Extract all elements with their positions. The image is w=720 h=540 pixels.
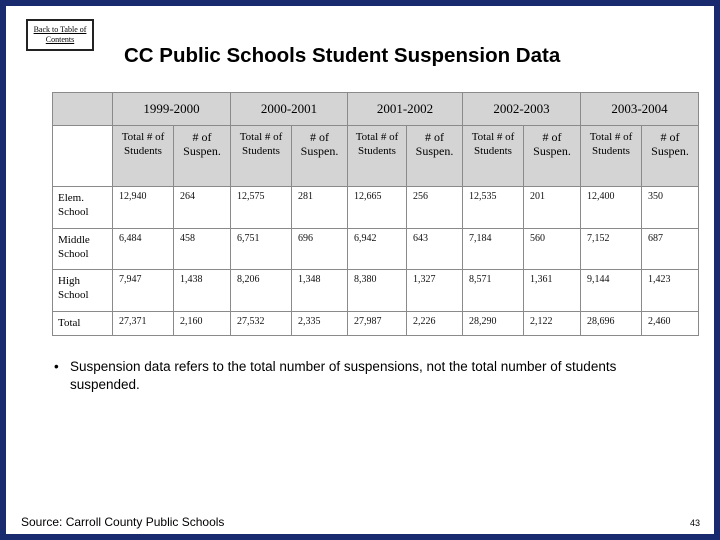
table-cell: 28,290 — [463, 311, 524, 335]
column-header-row — [53, 126, 699, 187]
table-cell: 9,144 — [581, 270, 642, 312]
students-column-header: Total # of Students — [231, 126, 292, 187]
suspension-table — [52, 92, 698, 336]
suspensions-column-header: # of Suspen. — [292, 126, 348, 187]
table-cell: 643 — [407, 228, 463, 270]
year-header-row — [53, 93, 699, 126]
row-label-header — [53, 126, 113, 187]
header-corner — [53, 93, 113, 126]
table-cell: 2,160 — [174, 311, 231, 335]
year-header: 2002-2003 — [463, 93, 581, 126]
table-cell: 281 — [292, 187, 348, 229]
source-text: Source: Carroll County Public Schools — [21, 515, 225, 529]
table-cell: 12,400 — [581, 187, 642, 229]
table-cell: 12,535 — [463, 187, 524, 229]
students-column-header: Total # of Students — [581, 126, 642, 187]
table-cell: 7,152 — [581, 228, 642, 270]
bullet-icon: • — [54, 359, 59, 374]
table-cell: 2,226 — [407, 311, 463, 335]
table-row — [53, 270, 699, 312]
table-cell: 12,665 — [348, 187, 407, 229]
table-cell: 8,206 — [231, 270, 292, 312]
slide — [6, 6, 714, 534]
table-cell: 201 — [524, 187, 581, 229]
table-cell: 1,438 — [174, 270, 231, 312]
table-cell: 8,571 — [463, 270, 524, 312]
table-cell: 264 — [174, 187, 231, 229]
table-row — [53, 311, 699, 335]
table-cell: 28,696 — [581, 311, 642, 335]
table-row — [53, 187, 699, 229]
table-cell: 7,184 — [463, 228, 524, 270]
table-cell: 2,335 — [292, 311, 348, 335]
suspensions-column-header: # of Suspen. — [642, 126, 699, 187]
table-cell: 696 — [292, 228, 348, 270]
year-header: 2003-2004 — [581, 93, 699, 126]
year-header: 1999-2000 — [113, 93, 231, 126]
table-cell: 2,122 — [524, 311, 581, 335]
row-label: High School — [53, 270, 113, 312]
suspensions-column-header: # of Suspen. — [174, 126, 231, 187]
table-cell: 256 — [407, 187, 463, 229]
table-cell: 1,423 — [642, 270, 699, 312]
table-cell: 27,532 — [231, 311, 292, 335]
table-cell: 458 — [174, 228, 231, 270]
table-cell: 687 — [642, 228, 699, 270]
back-to-contents-link[interactable]: Back to Table of Contents — [26, 19, 94, 51]
students-column-header: Total # of Students — [463, 126, 524, 187]
year-header: 2001-2002 — [348, 93, 463, 126]
row-label: Total — [53, 311, 113, 335]
table-row — [53, 228, 699, 270]
footnote-text: Suspension data refers to the total number of suspensions, not the total number of students suspended. — [70, 359, 617, 392]
footnote — [54, 358, 684, 394]
table-cell: 12,575 — [231, 187, 292, 229]
table-cell: 350 — [642, 187, 699, 229]
row-label: Elem. School — [53, 187, 113, 229]
page-number: 43 — [690, 518, 701, 528]
table-cell: 6,484 — [113, 228, 174, 270]
table-cell: 8,380 — [348, 270, 407, 312]
table-cell: 2,460 — [642, 311, 699, 335]
table-cell: 7,947 — [113, 270, 174, 312]
page-title: CC Public Schools Student Suspension Data — [124, 44, 561, 67]
table-cell: 12,940 — [113, 187, 174, 229]
table-cell: 27,371 — [113, 311, 174, 335]
table-cell: 1,361 — [524, 270, 581, 312]
table-cell: 6,751 — [231, 228, 292, 270]
table-cell: 6,942 — [348, 228, 407, 270]
students-column-header: Total # of Students — [348, 126, 407, 187]
table-cell: 1,348 — [292, 270, 348, 312]
students-column-header: Total # of Students — [113, 126, 174, 187]
year-header: 2000-2001 — [231, 93, 348, 126]
suspensions-column-header: # of Suspen. — [524, 126, 581, 187]
table-cell: 1,327 — [407, 270, 463, 312]
table-cell: 27,987 — [348, 311, 407, 335]
table-cell: 560 — [524, 228, 581, 270]
row-label: Middle School — [53, 228, 113, 270]
suspensions-column-header: # of Suspen. — [407, 126, 463, 187]
